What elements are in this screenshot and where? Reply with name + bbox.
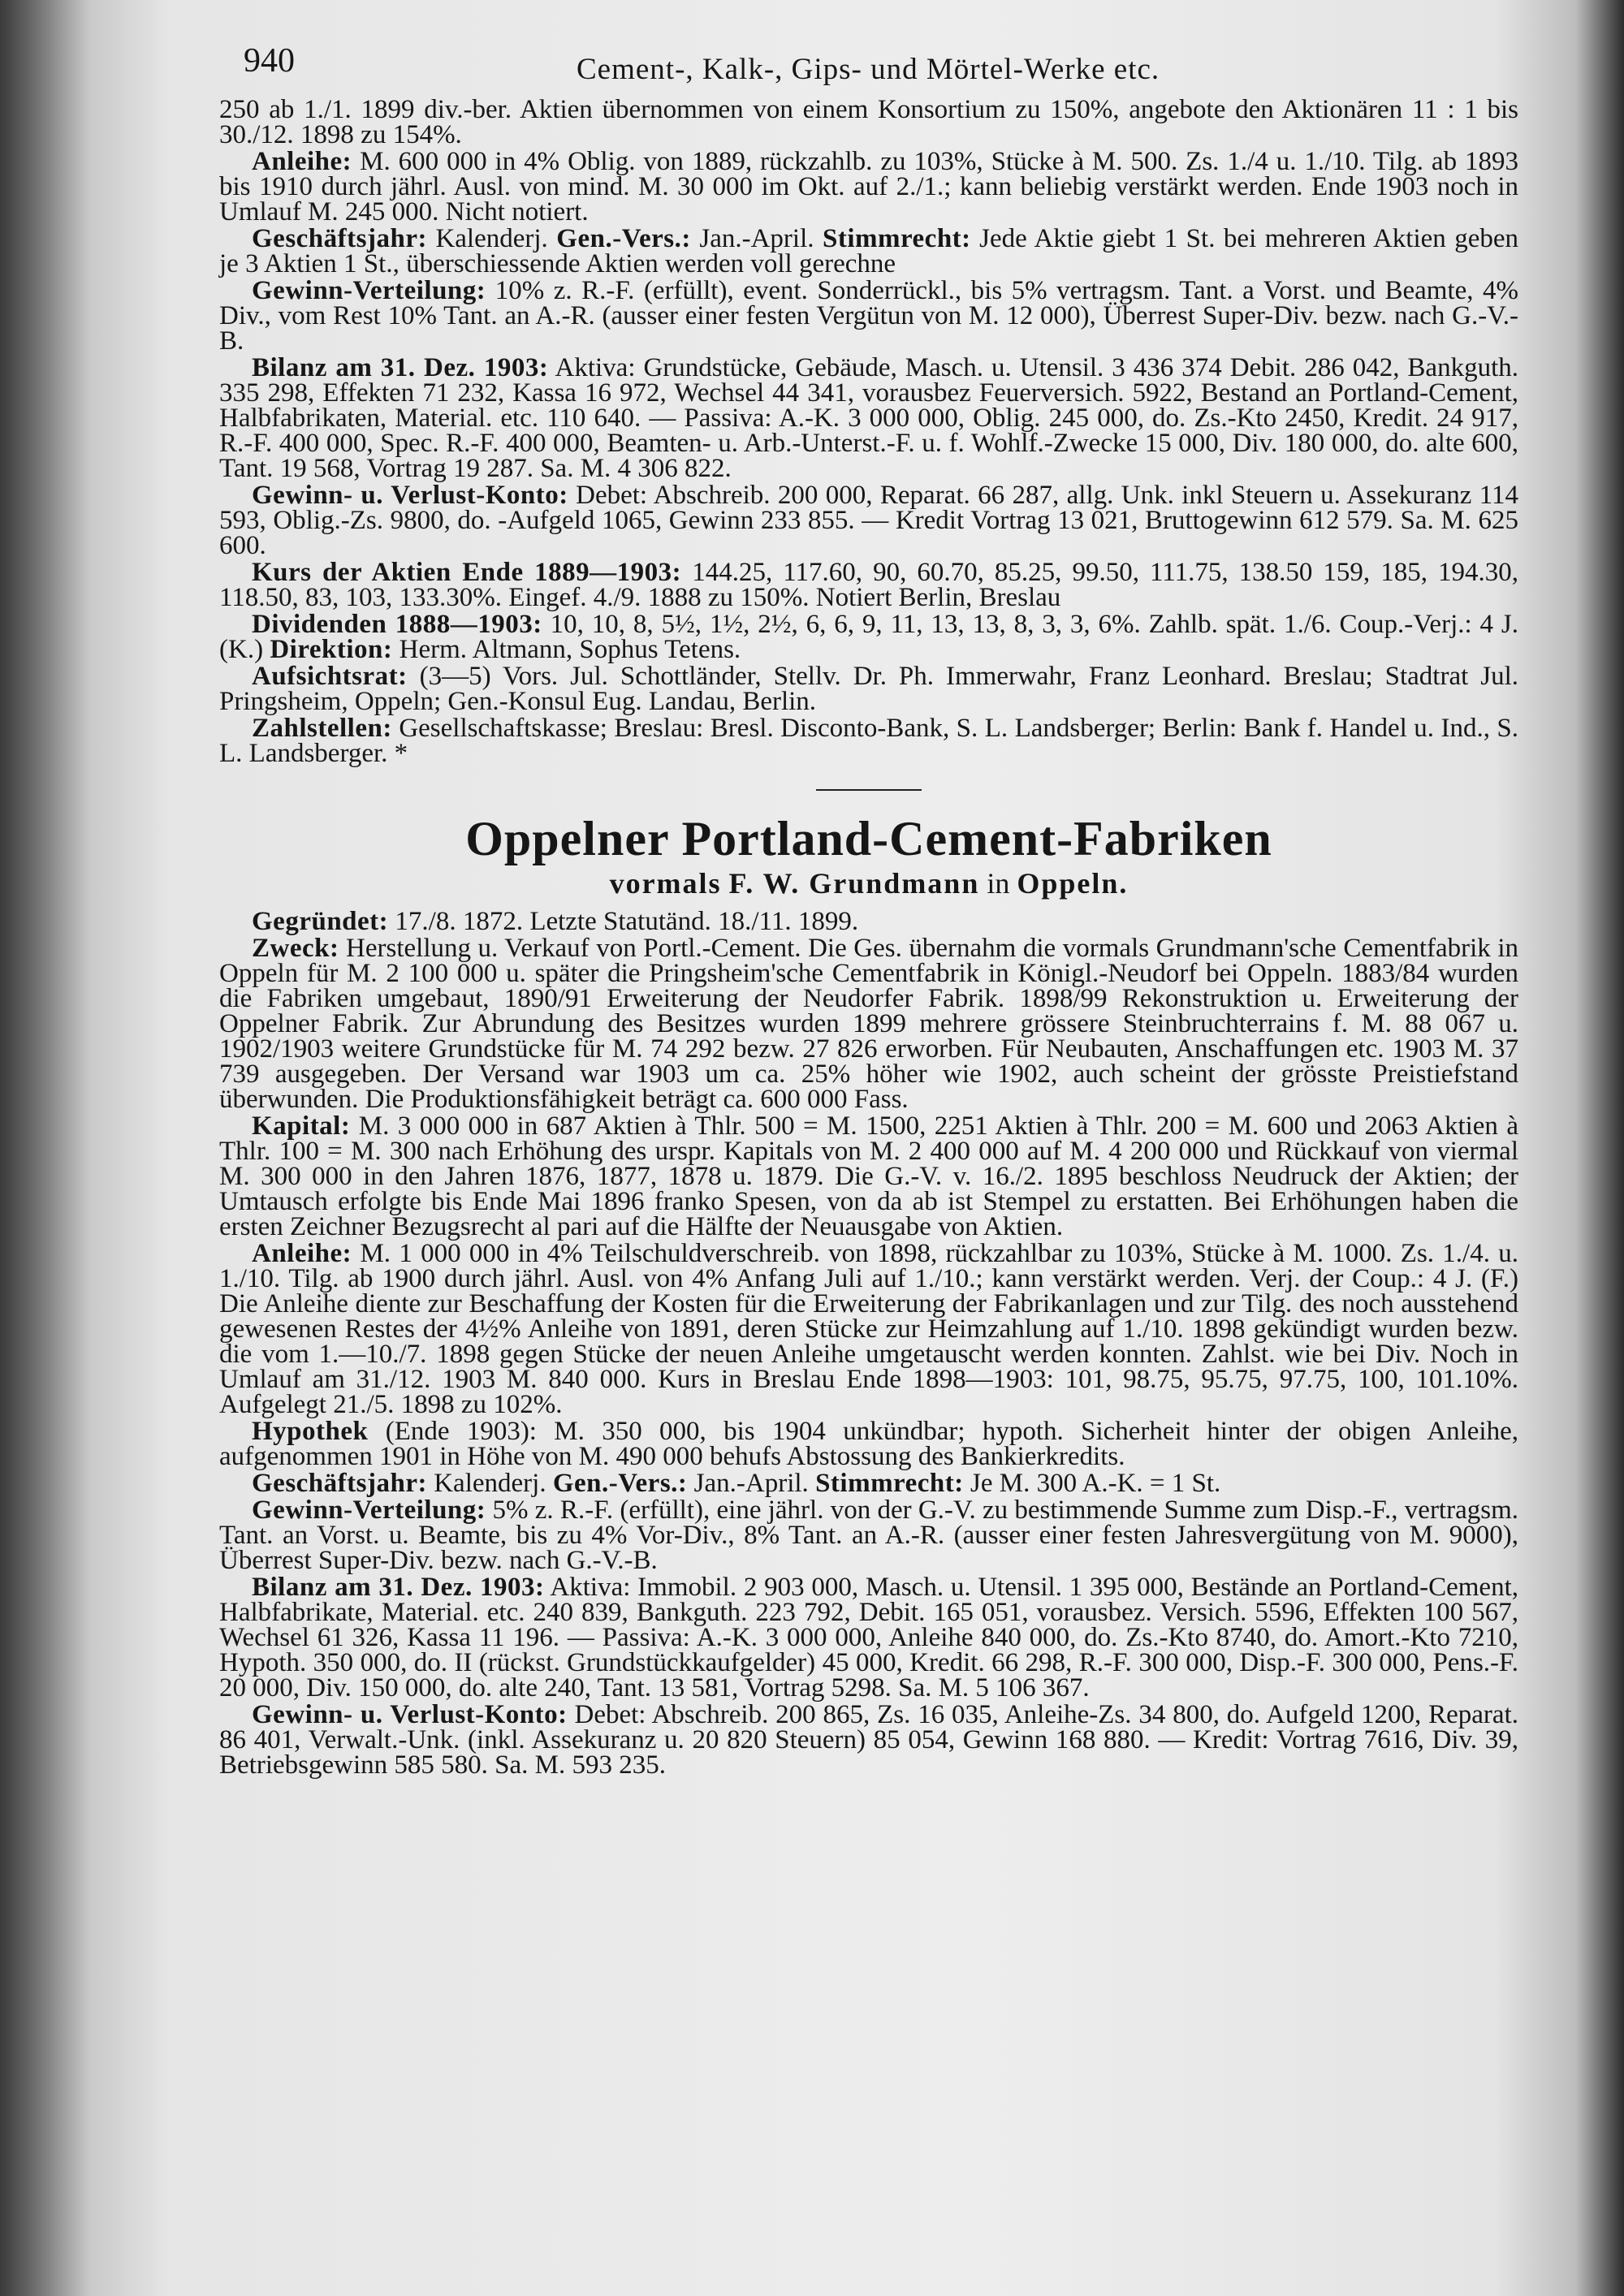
gegruendet-paragraph (219, 909, 1518, 934)
company-title: Oppelner Portland-Cement-Fabriken (465, 812, 1272, 865)
company-subtitle (219, 867, 1518, 900)
intro-paragraph: 250 ab 1./1. 1899 div.-ber. Aktien übernommen von einem Konsortium zu 150%, angebote den Aktionären 11 : 1 bis 30./12. 1898 zu 154%. (219, 95, 1518, 149)
gen-vers-text: Jan.-April. (699, 224, 814, 253)
bilanz-text-2: Aktiva: Immobil. 2 903 000, Masch. u. Utensil. 1 395 000, Bestände an Portland-Cement, Halbfabrikate, Material. etc. 240 839, Bankguth. 223 792, Debit. 165 051, vorausbez. Versich. 5596, Effekten 100 567, Wechsel 61 326, Kassa 11 196. — Passiva: A.-K. 3 000 000, Anleihe 840 000, do. Zs.-Kto 8740, do. Amort.-Kto 7210, Hypoth. 350 000, do. II (rückst. Grundstückkaufgelder) 45 000, Kredit. 66 298, R.-F. 300 000, Disp.-F. 300 000, Pens.-F. 20 000, Div. 150 000, do. alte 240, Tant. 13 581, Vortrag 5298. Sa. M. 5 106 367. (219, 1573, 1518, 1703)
kurs-paragraph (219, 560, 1518, 611)
kapital-paragraph (219, 1111, 1518, 1241)
gewinn-verteilung-label-2: Gewinn-Verteilung: (252, 1495, 486, 1525)
anleihe-label: Anleihe: (252, 147, 352, 176)
geschaeftsjahr-text: Kalenderj. (435, 224, 548, 253)
bilanz-paragraph (219, 353, 1518, 483)
dividenden-paragraph (219, 612, 1518, 662)
zweck-text: Herstellung u. Verkauf von Portl.-Cement. Die Ges. übernahm die vormals Grundmann'sche Cementfabrik in Oppeln für M. 2 100 000 u. später die Pringsheim'sche Cementfabrik in Königl.-Neudorf bei Oppeln. 1883/84 wurden die Fabriken umgebaut, 1890/91 Erweiterung der Neudorfer Fabrik. 1898/99 Rekonstruktion u. Erweiterung der Oppelner Fabrik. Zur Abrundung des Besitzes wurden 1899 mehrere grössere Steinbruchterrains f. M. 88 067 u. 1902/1903 weitere Grundstücke für M. 74 292 bezw. 27 826 erworben. Für Neubauten, Anschaffungen etc. 1903 M. 37 739 ausgegeben. Der Versand war 1903 um ca. 25% höher wie 1902, auch scheint der grösste Preistiefstand überwunden. Die Produktionsfähigkeit beträgt ca. 600 000 Fass. (219, 934, 1519, 1114)
aufsichtsrat-label: Aufsichtsrat: (252, 662, 408, 691)
bilanz-label: Bilanz am 31. Dez. 1903: (252, 353, 549, 382)
page-number: 940 (244, 42, 295, 80)
anleihe-text: M. 600 000 in 4% Oblig. von 1889, rückzahlb. zu 103%, Stücke à M. 500. Zs. 1./4 u. 1./10. Tilg. ab 1893 bis 1910 durch jährl. Ausl. von mind. M. 30 000 im Okt. auf 2./1.; kann beliebig verstärkt werden. Ende 1903 noch in Umlauf M. 245 000. Nicht notiert. (219, 147, 1519, 227)
section-divider (816, 789, 922, 791)
gen-vers-label-2: Gen.-Vers.: (552, 1469, 688, 1498)
kurs-text: 144.25, 117.60, 90, 60.70, 85.25, 99.50, 111.75, 138.50 159, 185, 194.30, 118.50, 83, 103, 133.30%. Eingef. 4./9. 1888 zu 150%. Notiert Berlin, Breslau (219, 558, 1519, 612)
kapital-text: M. 3 000 000 in 687 Aktien à Thlr. 500 = M. 1500, 2251 Aktien à Thlr. 200 = M. 600 und 2063 Aktien à Thlr. 100 = M. 300 nach Erhöhung des urspr. Kapitals von M. 2 400 000 auf M. 4 200 000 und Rückkauf von viermal M. 300 000 in den Jahren 1876, 1877, 1878 u. 1879. Die G.-V. v. 16./2. 1895 beschloss Neudruck der Aktien; der Umtausch erfolgte bis Ende Mai 1896 franko Spesen, von da ab ist Stempel zu erstatten. Bei Erhöhungen haben die ersten Zeichner Bezugsrecht al pari auf die Hälfte der Neuausgabe von Aktien. (219, 1111, 1518, 1241)
guv-paragraph-2 (219, 1700, 1518, 1780)
stimmrecht-label: Stimmrecht: (823, 224, 971, 253)
direktion-text: Herm. Altmann, Sophus Tetens. (399, 635, 741, 664)
gen-vers-text-2: Jan.-April. (693, 1469, 809, 1498)
page-content (219, 39, 1518, 1780)
dividenden-text: 10, 10, 8, 5½, 1½, 2½, 6, 6, 9, 11, 13, 13, 8, 3, 3, 6%. Zahlb. spät. 1./6. Coup.-Verj.: 4 J. (K.) (219, 610, 1518, 664)
running-head: Cement-, Kalk-, Gips- und Mörtel-Werke etc. (577, 53, 1160, 86)
geschaeftsjahr-text-2: Kalenderj. (434, 1469, 546, 1498)
page-header (219, 39, 1518, 97)
geschaeftsjahr-label: Geschäftsjahr: (252, 224, 427, 253)
anleihe-paragraph-2 (219, 1241, 1518, 1418)
hypothek-label: Hypothek (252, 1417, 369, 1446)
aufsichtsrat-text: (3—5) Vors. Jul. Schottländer, Stellv. Dr. Ph. Immerwahr, Franz Leonhard. Breslau; Stadtrat Jul. Pringsheim, Oppeln; Gen.-Konsul Eug. Landau, Berlin. (219, 662, 1518, 716)
zahlstellen-label: Zahlstellen: (252, 714, 392, 743)
zahlstellen-text: Gesellschaftskasse; Breslau: Bresl. Disconto-Bank, S. L. Landsberger; Berlin: Bank f. Handel u. Ind., S. L. Landsberger. * (219, 714, 1519, 768)
guv-text-2: Debet: Abschreib. 200 865, Zs. 16 035, Anleihe-Zs. 34 800, do. Aufgeld 1200, Reparat. 86 401, Verwalt.-Unk. (inkl. Assekuranz u. 20 820 Steuern) 85 054, Gewinn 168 880. — Kredit: Vortrag 7616, Div. 39, Betriebsgewinn 585 580. Sa. M. 593 235. (219, 1700, 1518, 1780)
stimmrecht-text-2: Je M. 300 A.-K. = 1 St. (970, 1469, 1221, 1498)
stimmrecht-label-2: Stimmrecht: (815, 1469, 964, 1498)
gewinn-verteilung-paragraph (219, 278, 1518, 354)
hypothek-text: (Ende 1903): M. 350 000, bis 1904 unkündbar; hypoth. Sicherheit hinter der obigen Anleihe, aufgenommen 1901 in Höhe von M. 490 000 behufs Abstossung des Bankierkredits. (219, 1417, 1518, 1471)
bilanz-paragraph-2 (219, 1575, 1518, 1701)
kurs-label: Kurs der Aktien Ende 1889—1903: (252, 558, 682, 587)
gewinn-verteilung-text: 10% z. R.-F. (erfüllt), event. Sonderrückl., bis 5% vertragsm. Tant. a Vorst. und Beamte, 4% Div., vom Rest 10% Tant. an A.-R. (ausser einer festen Vergütun von M. 12 000), Überrest Super-Div. bezw. nach G.-V.-B. (219, 276, 1518, 356)
stimmrecht-text: Jede Aktie giebt 1 St. bei mehreren Aktien geben je 3 Aktien 1 St., überschiessende Aktien werden voll gerechne (219, 224, 1519, 278)
company-entry-oppelner (219, 812, 1518, 1778)
gewinn-verteilung-text-2: 5% z. R.-F. (erfüllt), eine jährl. von der G.-V. zu bestimmende Summe zum Disp.-F., vertragsm. Tant. an Vorst. u. Beamte, bis zu 4% Vor-Div., 8% Tant. an A.-R. (ausser einer festen Jahresvergütung von M. 9000), Überrest Super-Div. bezw. nach G.-V.-B. (219, 1495, 1519, 1575)
zweck-label: Zweck: (252, 934, 339, 963)
anleihe-text-2: M. 1 000 000 in 4% Teilschuldverschreib. von 1898, rückzahlbar zu 103%, Stücke à M. 1000. Zs. 1./4. u. 1./10. Tilg. ab 1900 durch jährl. Ausl. von 4% Anfang Juli auf 1./10.; kann verstärkt werden. Verj. der Coup.: 4 J. (F.) Die Anleihe diente zur Beschaffung der Kosten für die Erweiterung der Fabrikanlagen und zur Tilg. des noch ausstehend gewesenen Restes der 4½% Anleihe von 1891, deren Stücke zur Heimzahlung auf 1./10. 1898 gekündigt wurden bezw. die vom 1.—10./7. 1898 gegen Stücke der neuen Anleihe umgetauscht werden konnten. Zahlst. wie bei Div. Noch in Umlauf am 31./12. 1903 M. 840 000. Kurs in Breslau Ende 1898—1903: 101, 98.75, 95.75, 97.75, 100, 101.10%. Aufgelegt 21./5. 1898 zu 102%. (219, 1239, 1518, 1419)
gegruendet-label: Gegründet: (252, 907, 389, 936)
guv-label-2: Gewinn- u. Verlust-Konto: (252, 1700, 568, 1729)
gewinn-verteilung-paragraph-2 (219, 1495, 1519, 1575)
gewinn-verteilung-label: Gewinn-Verteilung: (252, 276, 486, 305)
meta-paragraph (219, 224, 1519, 278)
dividenden-label: Dividenden 1888—1903: (252, 610, 542, 639)
meta-paragraph-2 (219, 1471, 1518, 1496)
subtitle-name: F. W. Grundmann (728, 867, 980, 900)
bilanz-text: Aktiva: Grundstücke, Gebäude, Masch. u. Utensil. 3 436 374 Debit. 286 042, Bankguth. 335 298, Effekten 71 232, Kassa 16 972, Wechsel 44 341, vorausbez Feuerversich. 5922, Bestand an Portland-Cement, Halbfabrikaten, Material. etc. 110 640. — Passiva: A.-K. 3 000 000, Oblig. 245 000, do. Zs.-Kto 2450, Kredit. 24 917, R.-F. 400 000, Spec. R.-F. 400 000, Beamten- u. Arb.-Unterst.-F. u. f. Wohlf.-Zwecke 15 000, Div. 180 000, do. alte 600, Tant. 19 568, Vortrag 19 287. Sa. M. 4 306 822. (219, 353, 1518, 483)
anleihe-label-2: Anleihe: (252, 1239, 352, 1268)
hypothek-paragraph (219, 1419, 1518, 1470)
subtitle-vormals: vormals (609, 867, 722, 900)
bilanz-label-2: Bilanz am 31. Dez. 1903: (252, 1573, 545, 1602)
geschaeftsjahr-label-2: Geschäftsjahr: (252, 1469, 427, 1498)
subtitle-in: in (987, 867, 1010, 900)
zahlstellen-paragraph (219, 716, 1518, 766)
company-entry-previous (219, 97, 1518, 766)
anleihe-paragraph (219, 149, 1518, 225)
guv-paragraph (219, 483, 1518, 559)
zweck-paragraph (219, 936, 1518, 1112)
kapital-label: Kapital: (252, 1111, 351, 1141)
guv-text: Debet: Abschreib. 200 000, Reparat. 66 287, allg. Unk. inkl Steuern u. Assekuranz 114 593, Oblig.-Zs. 9800, do. -Aufgeld 1065, Gewinn 233 855. — Kredit Vortrag 13 021, Bruttogewinn 612 579. Sa. M. 625 600. (219, 481, 1519, 560)
gegruendet-text: 17./8. 1872. Letzte Statutänd. 18./11. 1899. (395, 907, 859, 936)
subtitle-place: Oppeln. (1017, 867, 1129, 900)
guv-label: Gewinn- u. Verlust-Konto: (252, 481, 568, 510)
gen-vers-label: Gen.-Vers.: (556, 224, 691, 253)
aufsichtsrat-paragraph (219, 664, 1518, 714)
direktion-label: Direktion: (270, 635, 393, 664)
